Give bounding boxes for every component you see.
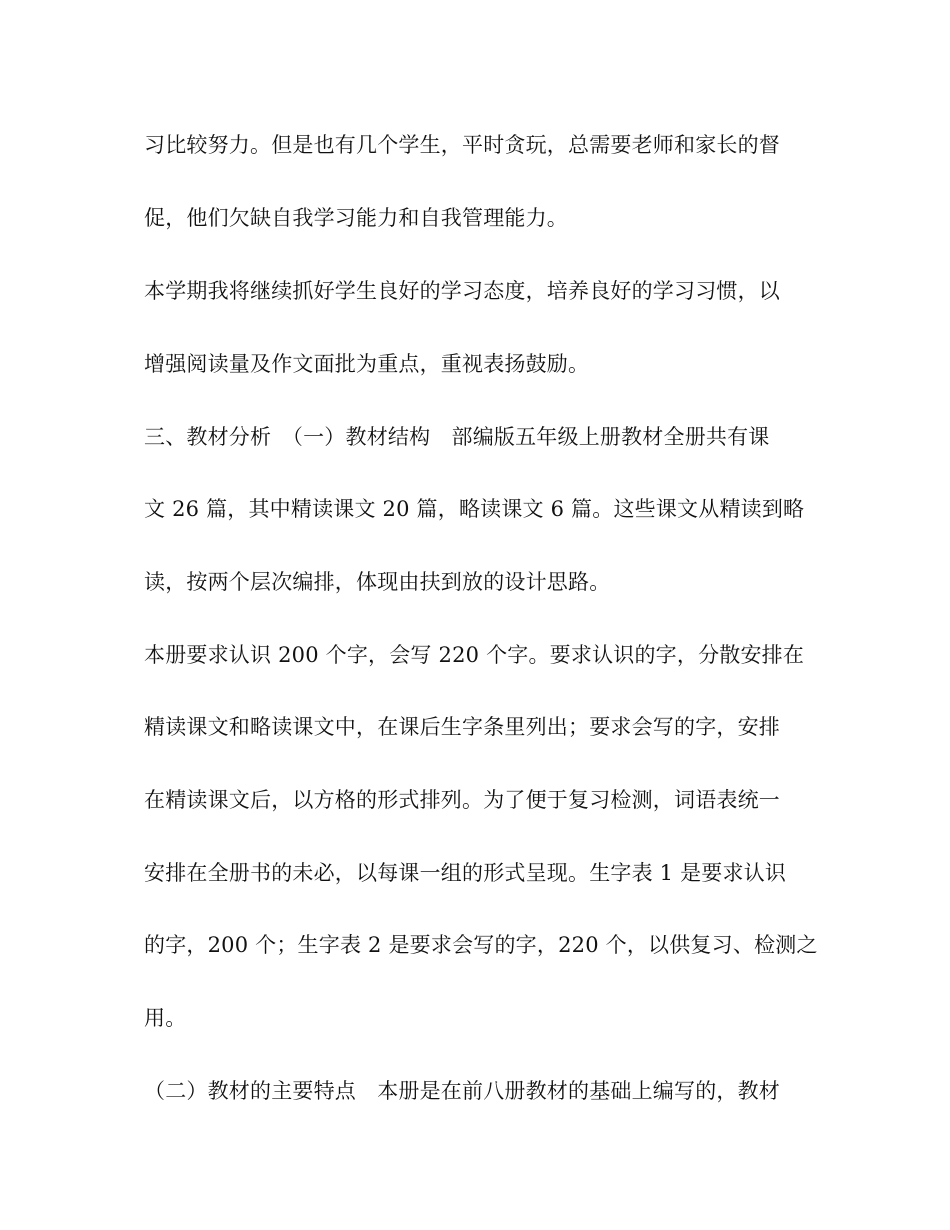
text-line: 本册要求认识 200 个字，会写 220 个字。要求认识的字，分散安排在 [144,643,805,667]
text-line: 本学期我将继续抓好学生良好的学习态度，培养良好的学习习惯，以 [144,279,780,303]
text-line: 用。 [144,1006,187,1030]
text-line: 的字，200 个；生字表 2 是要求会写的字，220 个，以供复习、检测之 [144,933,818,957]
text-line: （二）教材的主要特点 本册是在前八册教材的基础上编写的，教材 [144,1079,780,1103]
text-line: 文 26 篇，其中精读课文 20 篇，略读课文 6 篇。这些课文从精读到略 [144,497,805,521]
text-line: 读，按两个层次编排，体现由扶到放的设计思路。 [144,570,611,594]
text-line: 增强阅读量及作文面批为重点，重视表扬鼓励。 [144,352,590,376]
text-line: 习比较努力。但是也有几个学生，平时贪玩，总需要老师和家长的督 [144,133,780,157]
text-line: 三、教材分析 （一）教材结构 部编版五年级上册教材全册共有课 [144,425,770,449]
text-line: 促，他们欠缺自我学习能力和自我管理能力。 [144,206,568,230]
text-line: 精读课文和略读课文中，在课后生字条里列出；要求会写的字，安排 [144,715,780,739]
text-line: 在精读课文后，以方格的形式排列。为了便于复习检测，词语表统一 [144,788,780,812]
text-line: 安排在全册书的未必，以每课一组的形式呈现。生字表 1 是要求认识 [144,861,787,885]
